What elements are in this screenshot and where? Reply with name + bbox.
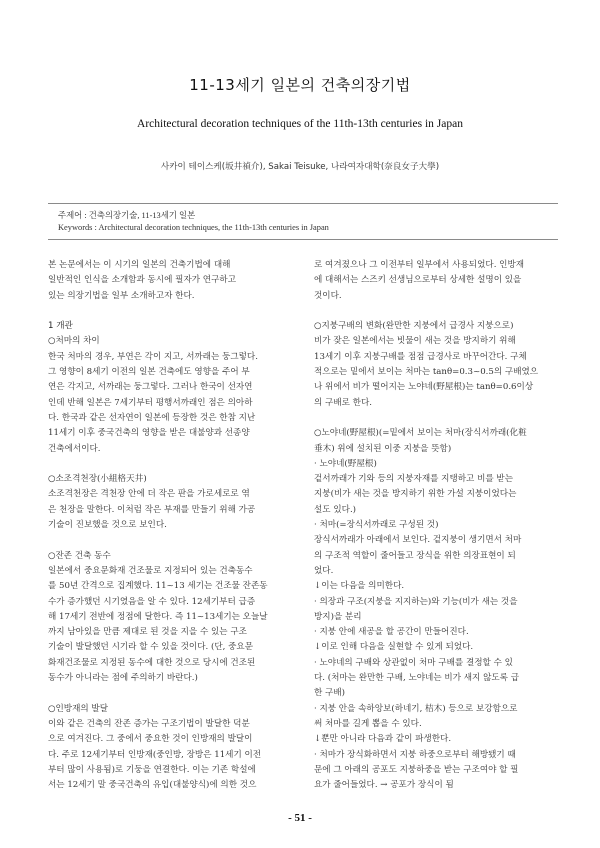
section-heading: ○인방재의 발달 (48, 703, 109, 714)
author-line: 사카이 테이스케(坂井禎介), Sakai Teisuke, 나라여자대학(奈良女子大學) (160, 162, 440, 172)
text-line: 써 처마를 길게 뽑을 수 있다. (314, 718, 422, 729)
text-line: 의 구배로 한다. (314, 397, 373, 408)
text-line: 해 17세기 전반에 정점에 달한다. 즉 11~13세기는 오늘날 (48, 611, 268, 622)
text-line: · 처마가 장식화하면서 지붕 하중으로부터 해방됐기 때 (314, 749, 516, 760)
text-line: 11세기 이후 중국건축의 영향을 받은 대불양과 선종양 (48, 428, 250, 439)
text-line: 화재건조물로 지정된 동수에 대한 것으로 당시에 건조된 (48, 657, 256, 668)
text-line: 연은 각지고, 서까래는 둥그렇다. 그러나 한국이 선자연 (48, 382, 253, 393)
text-line: 서는 12세기 말 중국건축의 유입(대불양식)에 의한 것으 (48, 780, 257, 791)
text-line: 13세기 이후 지붕구배를 점점 급경사로 바꾸어간다. 구체 (314, 351, 527, 362)
text-line: 요가 줄어들었다. → 공포가 장식이 됨 (314, 780, 454, 791)
text-line: 까지 남아있을 만큼 제대로 된 것을 지을 수 있는 구조 (48, 627, 247, 638)
text-line: 었다. (314, 565, 334, 576)
text-line: 垂木) 위에 설치된 이중 지붕을 뜻함) (314, 443, 452, 454)
text-line: · 지붕 안에 새공을 할 공간이 만들어진다. (314, 627, 469, 638)
keywords-korean: 주제어 : 건축의장기술, 11-13세기 일본 (58, 211, 196, 220)
text-line: 으로 여겨진다. 그 중에서 중요한 것이 인방재의 발달이 (48, 734, 253, 745)
text-line: 한 구배) (314, 688, 345, 699)
text-line: 설도 있다.) (314, 504, 357, 515)
text-line: 다. 주로 12세기부터 인방재(중인방, 장방은 11세기 이전 (48, 749, 262, 760)
text-line: 그 영향이 8세기 이전의 일본 건축에도 영향을 주어 부 (48, 367, 250, 378)
text-line: 다. 한국과 같은 선자연이 일본에 등장한 것은 한참 지난 (48, 412, 256, 423)
section-heading: ○지붕구배의 변화(완만한 지붕에서 급경사 지붕으로) (314, 321, 514, 332)
text-line: 문에 그 아래의 공포도 지붕하중을 받는 구조여야 할 필 (314, 764, 519, 775)
text-line: · 처마(=장식서까래로 구성된 것) (314, 520, 439, 531)
section-heading: ○처마의 차이 (48, 336, 100, 347)
text-line: 나 위에서 비가 떨어지는 노야네(野屋根)는 tanθ=0.6이상 (314, 382, 534, 393)
paragraph-gap (48, 533, 292, 548)
text-line: 것이다. (314, 290, 342, 301)
text-line: 방지)을 분리 (314, 611, 362, 622)
text-line: 를 50년 간격으로 집계했다. 11~13 세기는 건조물 잔존동 (48, 581, 268, 592)
text-line: · 지붕 안을 속하앙보(하네기, 桔木) 등으로 보강함으로 (314, 703, 518, 714)
text-line: 일반적인 인식을 소개함과 동시에 필자가 연구하고 (48, 275, 236, 286)
paragraph-gap (314, 411, 558, 426)
text-line: 비가 잦은 일본에서는 빗물이 새는 것을 방지하기 위해 (314, 336, 516, 347)
text-line: ↓이로 인해 다음을 실현할 수 있게 되었다. (314, 642, 474, 653)
text-line: 은 천장을 말한다. 이처럼 작은 부재를 만들기 위해 가공 (48, 504, 256, 515)
text-line: 기술이 발달했던 시기라 할 수 있을 것이다. (단, 중요문 (48, 642, 254, 653)
keywords-english: Keywords : Architectural decoration techniques, the 11th-13th centuries in Japan (58, 223, 329, 232)
text-line: · 노야네의 구배와 상관없이 처마 구배를 결정할 수 있 (314, 657, 513, 668)
text-line: 에 대해서는 스즈키 선생님으로부터 상세한 설명이 있을 (314, 275, 522, 286)
text-line: 수가 증가했던 시기였음을 알 수 있다. 12세기부터 급증 (48, 596, 256, 607)
paragraph-gap (48, 686, 292, 701)
text-line: 인데 반해 일본은 7세기부터 평행서까래인 점은 의아하 (48, 397, 253, 408)
section-heading: ○잔존 건축 동수 (48, 550, 111, 561)
text-line: 장식서까래가 아래에서 보인다. 겉지붕이 생기면서 처마 (314, 535, 522, 546)
text-line: 기술이 진보했을 것으로 보인다. (48, 520, 167, 531)
section-heading: ○소조격천장(小組格天井) (48, 474, 147, 485)
text-line: 있는 의장기법을 일부 소개하고자 한다. (48, 290, 195, 301)
text-line: 본 논문에서는 이 시기의 일본의 건축기법에 대해 (48, 260, 231, 270)
text-line: · 노야네(野屋根) (314, 458, 377, 469)
text-line: · 의장과 구조(지붕을 지지하는)와 기능(비가 새는 것을 (314, 596, 518, 607)
body-column-right (314, 258, 558, 793)
page-number: - 51 - (288, 812, 312, 824)
paper-title-english: Architectural decoration techniques of the 11th-13th centuries in Japan (137, 118, 463, 130)
text-line: 부터 많이 사용됨)로 기둥을 연결한다. 이는 기존 학설에 (48, 764, 256, 775)
text-line: 이와 같은 건축의 잔존 증가는 구조기법이 발달한 덕분 (48, 718, 250, 729)
text-line: 로 여겨졌으나 그 이전부터 일부에서 사용되었다. 인방재 (314, 260, 525, 270)
paper-title-korean: 11-13세기 일본의 건축의장기법 (189, 76, 411, 94)
body-column-left (48, 258, 292, 793)
text-line: 다. (처마는 완만한 구배, 노야네는 비가 새지 않도록 급 (314, 673, 520, 684)
paragraph-gap (48, 457, 292, 472)
text-line: 한국 처마의 경우, 부연은 각이 지고, 서까래는 둥그렇다. (48, 351, 258, 362)
text-line: 의 구조적 역할이 줄어들고 장식을 위한 의장표현이 되 (314, 550, 516, 561)
text-line: ↓이는 다음을 의미한다. (314, 581, 405, 592)
section-heading: 1 개관 (48, 321, 73, 332)
text-line: 겉서까래가 기와 등의 지붕자재를 지탱하고 비를 받는 (314, 474, 514, 485)
keyword-box (48, 203, 558, 240)
text-line: 소조격천장은 격천장 안에 더 작은 판을 가로세로로 엮 (48, 489, 250, 500)
text-line: 적으로는 밑에서 보이는 처마는 tanθ=0.3~0.5의 구배였으 (314, 367, 539, 378)
section-heading: ○노야네(野屋根)(=밑에서 보이는 처마(장식서까래(化粧 (314, 428, 527, 439)
paragraph-gap (314, 304, 558, 319)
text-line: 일본에서 중요문화재 건조물로 지정되어 있는 건축동수 (48, 565, 253, 576)
text-line: 건축에서이다. (48, 443, 101, 454)
text-line: ↓뿐만 아니라 다음과 같이 파생한다. (314, 734, 452, 745)
text-line: 지붕(비가 새는 것을 방지하기 위한 가설 지붕이었다는 (314, 489, 517, 500)
text-line: 동수가 아니라는 점에 주의하기 바란다.) (48, 673, 198, 684)
paragraph-gap (48, 304, 292, 319)
